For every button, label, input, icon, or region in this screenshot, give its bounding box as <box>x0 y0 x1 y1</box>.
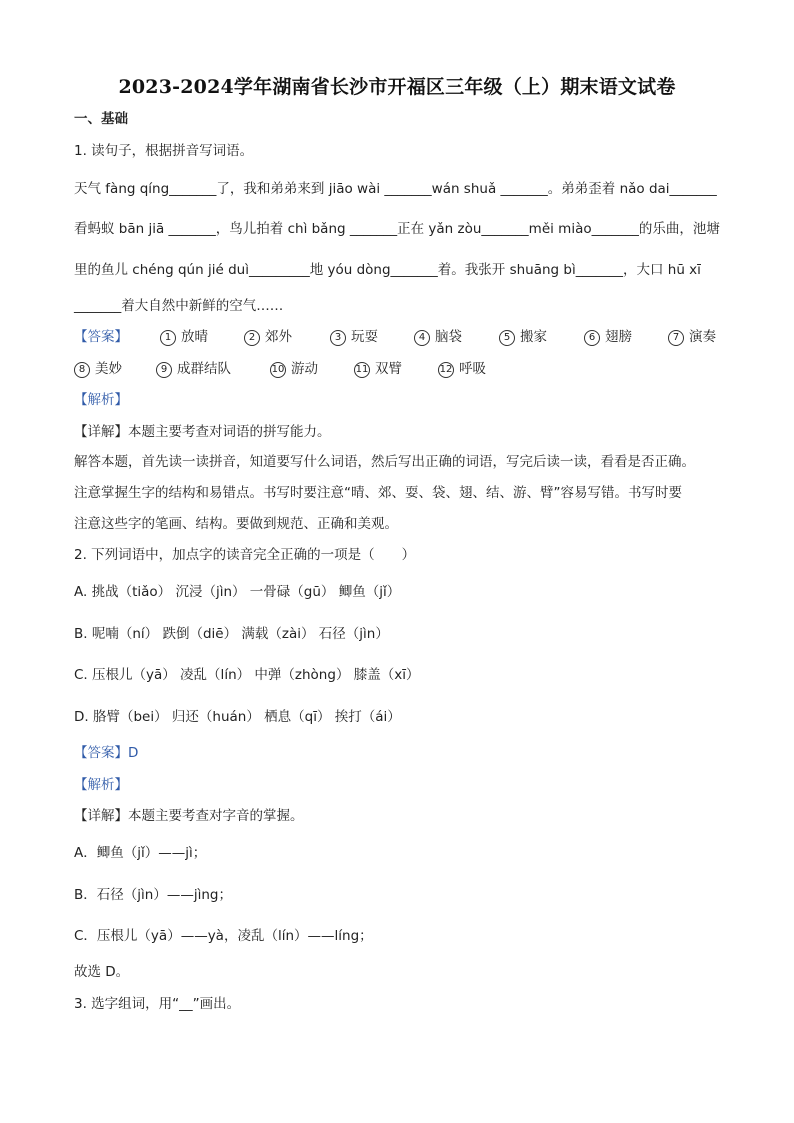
answer-item: 12 呼吸 <box>439 361 486 377</box>
q3-stem: 3. 选字组词，用“__”画出。 <box>74 996 241 1012</box>
q2-answer: 【答案】D <box>74 745 139 761</box>
q1-explanation-3: 注意这些字的笔画、结构。要做到规范、正确和美观。 <box>74 516 398 532</box>
q1-answer-row-1 <box>74 328 724 348</box>
answer-item: 4 脑袋 <box>414 328 462 346</box>
q1-explanation-1: 解答本题，首先读一读拼音，知道要写什么词语，然后写出正确的词语，写完后读一读，看看是否正确。 <box>74 454 695 470</box>
q2-note-a: A．鲫鱼（jǐ）——jì； <box>74 845 207 861</box>
q1-line-2: 看蚂蚁 bān jiā _______，鸟儿拍着 chì bǎng _______正在 yǎn zòu_______měi miào_______的乐曲，池塘 <box>74 221 720 237</box>
q2-note-c: C．压根儿（yā）——yà，凌乱（lín）——líng； <box>74 928 373 944</box>
q1-stem: 1. 读句子，根据拼音写词语。 <box>74 143 254 159</box>
q1-line-1: 天气 fàng qíng_______了，我和弟弟来到 jiāo wài _______wán shuǎ _______。弟弟歪着 nǎo dai_______ <box>74 181 717 197</box>
q2-stem: 2. 下列词语中，加点字的读音完全正确的一项是（ ） <box>74 547 416 563</box>
q2-option-a: A. 挑战（tiǎo） 沉浸（jìn） 一骨碌（gū） 鲫鱼（jǐ） <box>74 584 401 600</box>
answer-item: 7 演奏 <box>668 328 716 346</box>
section-heading: 一、基础 <box>74 111 128 127</box>
q2-option-b: B. 呢喃（ní） 跌倒（diē） 满载（zài） 石径（jìn） <box>74 626 389 642</box>
q1-explanation-2: 注意掌握生字的结构和易错点。书写时要注意“晴、郊、耍、袋、翅、结、游、臂”容易写错。书写时要 <box>74 485 682 501</box>
answer-item: 6 翅膀 <box>584 328 632 346</box>
q2-analysis-tag: 【解析】 <box>74 777 128 793</box>
answer-tag: 【答案】 <box>74 329 128 345</box>
q1-line-3: 里的鱼儿 chéng qún jié duì_________地 yóu dòng_______着。我张开 shuāng bì_______，大口 hū xī <box>74 262 701 278</box>
page-title: 2023-2024学年湖南省长沙市开福区三年级（上）期末语文试卷 <box>118 76 676 98</box>
q2-option-c: C. 压根儿（yā） 凌乱（lín） 中弹（zhòng） 膝盖（xī） <box>74 667 420 683</box>
answer-item: 8 美妙 <box>74 360 122 378</box>
answer-item: 3 玩耍 <box>330 328 378 346</box>
q2-detail: 【详解】本题主要考查对字音的掌握。 <box>74 808 304 824</box>
answer-item: 11 双臂 <box>355 361 402 377</box>
answer-item: 9 成群结队 <box>156 360 231 378</box>
q1-analysis-tag: 【解析】 <box>74 392 128 408</box>
q1-line-4: _______着大自然中新鲜的空气…… <box>74 298 284 314</box>
q2-choice: 故选 D。 <box>74 964 130 980</box>
q2-note-b: B．石径（jìn）——jìng； <box>74 887 232 903</box>
answer-item: 1 放晴 <box>160 328 208 346</box>
answer-item: 2 郊外 <box>244 328 292 346</box>
answer-item: 10 游动 <box>271 361 318 377</box>
q1-detail: 【详解】本题主要考查对词语的拼写能力。 <box>74 424 331 440</box>
answer-item: 5 搬家 <box>499 328 547 346</box>
q2-option-d: D. 胳臂（bei） 归还（huán） 栖息（qī） 挨打（ái） <box>74 709 401 725</box>
q1-answer-row-2 <box>74 360 724 380</box>
